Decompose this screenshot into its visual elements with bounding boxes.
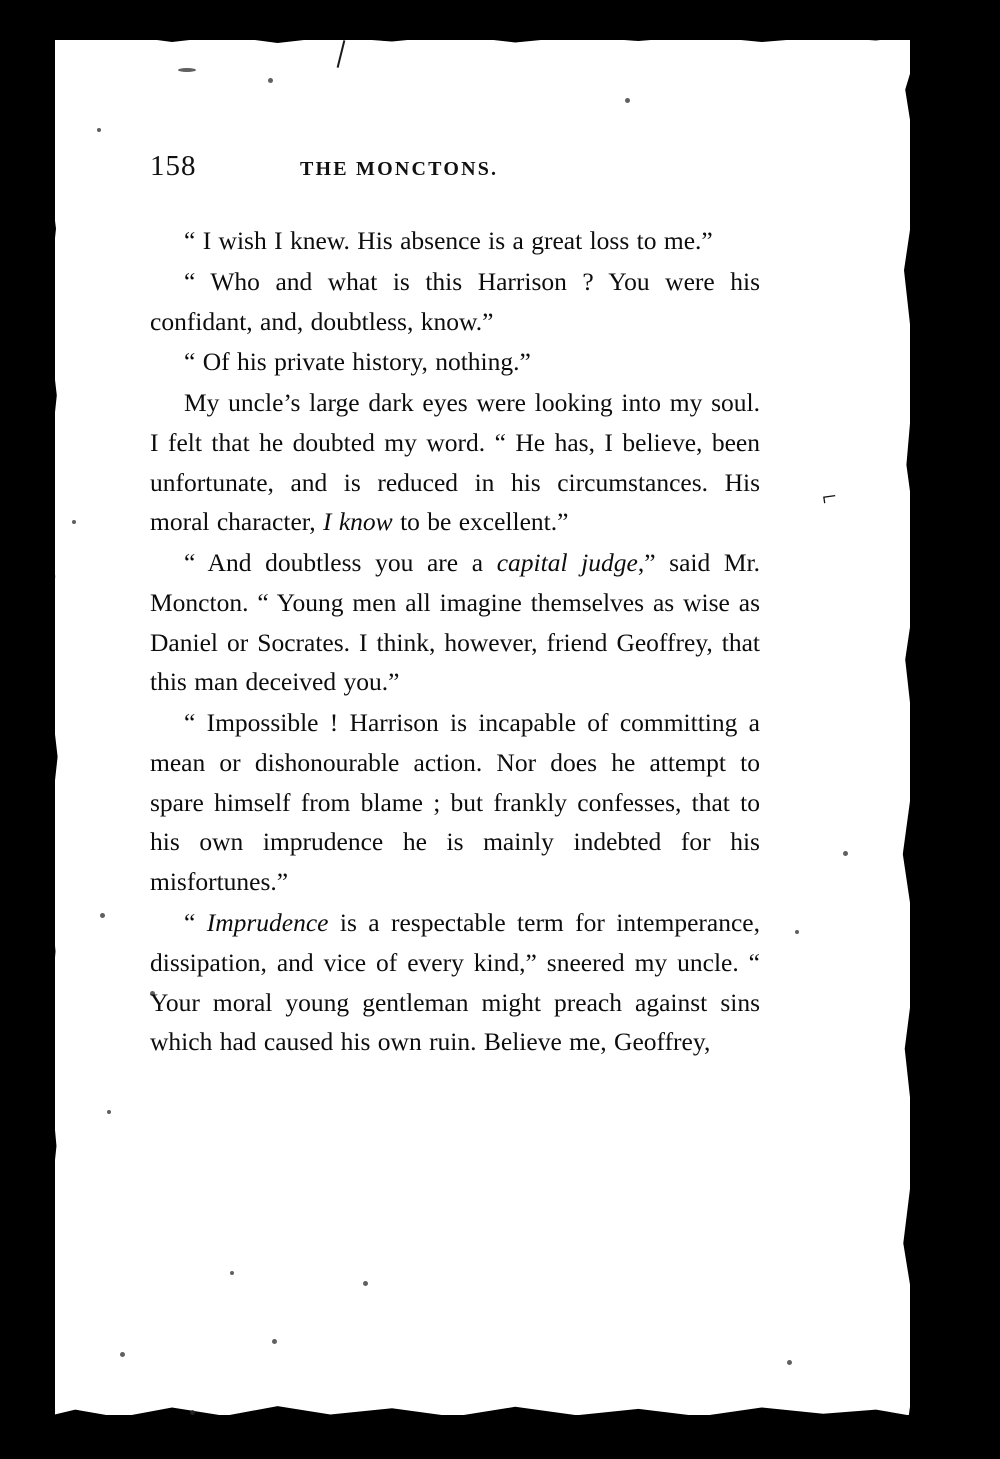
text-run: to be excellent.” (392, 507, 569, 537)
scan-speck (268, 78, 273, 83)
paragraph (150, 703, 760, 902)
scan-speck (190, 1410, 195, 1415)
emphasis-text: capital judge (496, 548, 638, 578)
paragraph (150, 262, 760, 342)
text-run: “ I wish I knew. His absence is a great loss to me.” (184, 226, 713, 255)
scan-speck (100, 913, 105, 918)
scan-speck (363, 1281, 368, 1286)
scan-speck (272, 1339, 277, 1344)
emphasis-text: Imprudence (206, 908, 329, 938)
scan-speck (120, 1352, 125, 1357)
paragraph (150, 903, 760, 1062)
paragraph (150, 221, 760, 261)
text-run: My uncle’s large dark eyes were looking into my soul. I felt that he doubted my word. “ He has, I believe, been unfortunate, and is reduced in his circumstances. His moral character, (150, 388, 760, 537)
page-text-block (150, 150, 760, 1063)
text-run: “ Who and what is this Harrison ? You were his confidant, and, doubtless, know.” (150, 266, 760, 336)
scan-speck (230, 1271, 234, 1275)
paragraph (150, 543, 760, 702)
scan-speck (178, 68, 196, 72)
scan-speck (625, 98, 630, 103)
scan-speck (787, 1360, 792, 1365)
scan-speck (72, 520, 76, 524)
body-text (150, 221, 760, 1062)
emphasis-text: I know (323, 507, 393, 537)
text-run: “ Impossible ! Harrison is incapable of committing a mean or dishonourable action. Nor does he attempt to spare himself from blame ; but frankly confesses, that to his own imprudence he is mainly indebted for his misfortunes.” (150, 708, 760, 897)
margin-annotation-mark: ⌐ (819, 481, 839, 512)
running-head (150, 150, 760, 183)
scan-speck (843, 851, 848, 856)
scan-speck (107, 1110, 111, 1114)
text-run: ,” said Mr. Moncton. “ Young men all imagine themselves as wise as Daniel or Socrates. I think, however, friend Geoffrey, that this man deceived you.” (150, 548, 761, 697)
scan-speck (97, 128, 101, 132)
text-run: “ (184, 908, 207, 938)
paragraph (150, 383, 760, 542)
paragraph (150, 342, 760, 382)
text-run: “ Of his private history, nothing.” (184, 347, 531, 377)
book-title-header: THE MONCTONS. (300, 158, 499, 180)
text-run: “ And doubtless you are a (184, 548, 497, 578)
page-number: 158 (150, 150, 197, 182)
scan-speck (795, 930, 799, 934)
text-run: is a respectable term for intemperance, dissipation, and vice of every kind,” sneered my uncle. “ Your moral young gentleman might preach against sins which had caused his own ruin. Believe me, Geoffrey, (150, 908, 760, 1057)
